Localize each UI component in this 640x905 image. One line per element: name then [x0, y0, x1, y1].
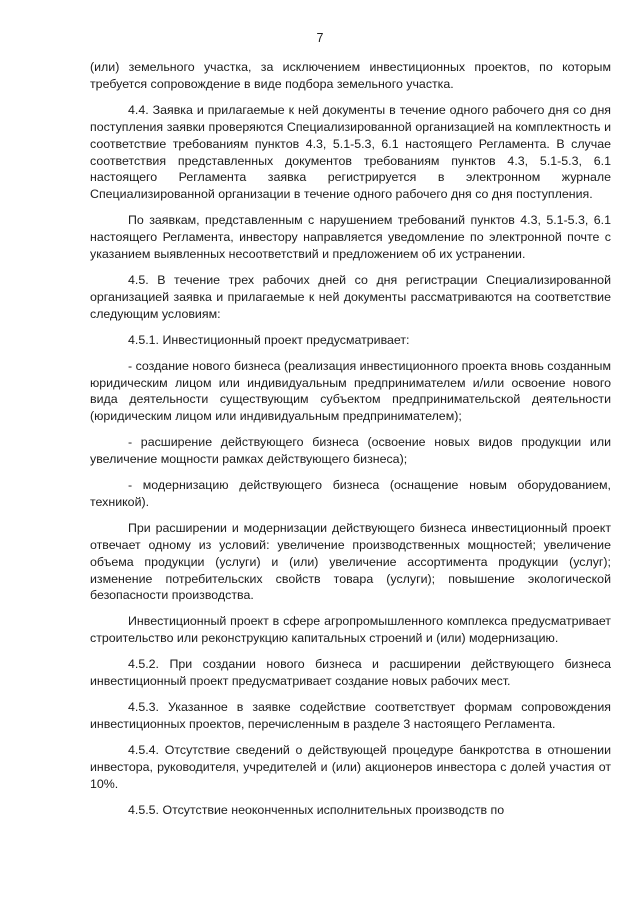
paragraph-4-5-5: 4.5.5. Отсутствие неоконченных исполнительных производств по	[128, 802, 505, 817]
paragraph-4-5-1: 4.5.1. Инвестиционный проект предусматривает:	[128, 332, 410, 347]
paragraph-4-5-2: 4.5.2. При создании нового бизнеса и расширении действующего бизнеса инвестиционный проект предусматривает создание новых рабочих мест.	[90, 657, 611, 689]
paragraph-4-5: 4.5. В течение трех рабочих дней со дня регистрации Специализированной организацией заявка и прилагаемые к ней документы рассматриваются на соответствие следующим условиям:	[90, 272, 611, 321]
paragraph-continuation: (или) земельного участка, за исключением инвестиционных проектов, по которым требуется сопровождение в виде подбора земельного участка.	[90, 60, 611, 91]
paragraph-4-5-3: 4.5.3. Указанное в заявке содействие соответствует формам сопровождения инвестиционных проектов, перечисленным в разделе 3 настоящего Регламента.	[90, 700, 611, 731]
paragraph-violations-notice: По заявкам, представленным с нарушением требований пунктов 4.3, 5.1-5.3, 6.1 настоящего Регламента, инвестору направляется уведомление по электронной почте с указанием выявленных несоответствий и предложением об их устранении.	[90, 213, 611, 262]
list-item-modernization: - модернизацию действующего бизнеса (оснащение новым оборудованием, техникой).	[90, 478, 611, 509]
paragraph-4-5-4: 4.5.4. Отсутствие сведений о действующей процедуре банкротства в отношении инвестора, руководителя, учредителей и (или) акционеров инвестора с долей участия от 10%.	[90, 742, 611, 791]
paragraph-4-4: 4.4. Заявка и прилагаемые к ней документы в течение одного рабочего дня со дня поступления заявки проверяются Специализированной организацией на комплектность и соответствие требованиям пунктов 4.3, 5.1-5.3, 6.1 настоящего Регламента. В случае соответствия представленных документов требованиям пунктов 4.3, 5.1-5.3, 6.1 настоящего Регламента заявка регистрируется в электронном журнале Специализированной организации в течение одного рабочего дня со дня поступления.	[90, 102, 611, 202]
page-number: 7	[316, 31, 324, 45]
list-item-expansion: - расширение действующего бизнеса (освоение новых видов продукции или увеличение мощности рамках действующего бизнеса);	[90, 435, 611, 467]
paragraph-expansion-conditions: При расширении и модернизации действующего бизнеса инвестиционный проект отвечает одному из условий: увеличение производственных мощностей; увеличение объема продукции (услуги) и (или) увеличение ассортимента продукции (услуг); изменение потребительских свойств товара (услуги); повышение экологической безопасности производства.	[90, 520, 611, 603]
list-item-new-business: - создание нового бизнеса (реализация инвестиционного проекта вновь созданным юридическим лицом или индивидуальным предпринимателем и/или освоение нового вида деятельности существующим субъектом предпринимательской деятельности (юридическим лицом или индивидуальным предпринимателем);	[90, 358, 611, 424]
paragraph-agro-complex: Инвестиционный проект в сфере агропромышленного комплекса предусматривает строительство или реконструкцию капитальных строений и (или) модернизацию.	[90, 614, 611, 646]
document-body	[90, 59, 611, 827]
